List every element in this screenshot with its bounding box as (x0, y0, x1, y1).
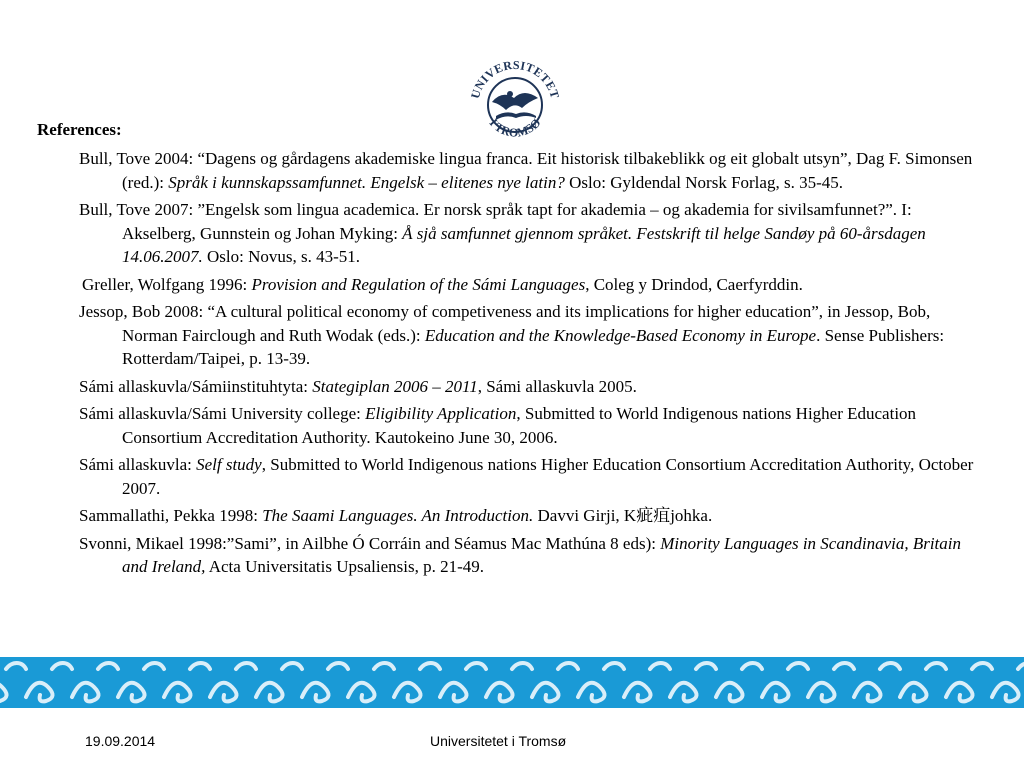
references-heading: References: (37, 120, 122, 139)
reference-text: Oslo: Gyldendal Norsk Forlag, s. 35-45. (564, 172, 843, 192)
reference-title: Språk i kunnskapssamfunnet. Engelsk – elitenes nye latin? (168, 172, 565, 192)
reference-text: , Submitted to World Indigenous nations Higher Education Consortium Accreditation Authority. Kautokeino June 30, 2006. (122, 404, 917, 447)
reference-text: Sámi allaskuvla: (79, 455, 197, 474)
reference-text: Greller, Wolfgang 1996: (82, 274, 252, 294)
reference-text: Bull, Tove 2004: “Dagens og gårdagens akademiske lingua franca. Eit historisk tilbakeblikk og eit globalt utsyn”, Dag F. Simonsen (red.): (79, 149, 973, 192)
reference-title: Stategiplan 2006 – 2011 (312, 376, 478, 396)
logo-emblem (492, 91, 538, 120)
reference-item (79, 375, 974, 399)
reference-text: Jessop, Bob 2008: “A cultural political economy of competiveness and its implications for higher education”, in Jessop, Bob, Norman Fairclough and Ruth Wodak (eds.): (79, 302, 931, 345)
reference-title: Å sjå samfunnet gjennom språket. Festskrift til helge Sandøy på 60-årsdagen 14.06.2007. (122, 223, 926, 266)
reference-title: Provision and Regulation of the Sámi Languages (251, 274, 586, 294)
reference-item (79, 300, 974, 371)
reference-item (79, 402, 974, 449)
logo-text-bottom: I TROMSØ (486, 115, 544, 140)
reference-title: The Saami Languages. An Introduction. (262, 506, 534, 525)
reference-title: Eligibility Application (365, 404, 517, 423)
reference-item (79, 532, 974, 579)
reference-text: , Submitted to World Indigenous nations Higher Education Consortium Accreditation Authority, October 2007. (122, 455, 974, 498)
reference-text: Sammallathi, Pekka 1998: (79, 506, 263, 525)
reference-text: Davvi Girji, K疵疽johka. (533, 506, 713, 525)
reference-title: Minority Languages in Scandinavia, Britain and Ireland, (122, 533, 962, 576)
reference-text: Acta Universitatis Upsaliensis, p. 21-49. (205, 557, 484, 576)
reference-text: , Sámi allaskuvla 2005. (477, 376, 637, 396)
reference-item (79, 147, 974, 194)
reference-title: Education and the Knowledge-Based Economy in Europe (424, 325, 817, 345)
reference-text: Sámi allaskuvla/Sámiinstituhtyta: (79, 376, 313, 396)
reference-text: Bull, Tove 2007: ”Engelsk som lingua academica. Er norsk språk tapt for akademia – og akademia for sivilsamfunnet?”. I: Akselberg, Gunnstein og Johan Myking: (79, 200, 912, 243)
reference-item (79, 453, 974, 500)
reference-text: Svonni, Mikael 1998:”Sami”, in Ailbhe Ó Corráin and Séamus Mac Mathúna 8 eds): (79, 533, 661, 553)
wave-pattern-band (0, 657, 1024, 708)
reference-text: Sámi allaskuvla/Sámi University college: (79, 404, 366, 423)
reference-text: . Sense Publishers: Rotterdam/Taipei, p. 13-39. (122, 325, 945, 368)
reference-item (79, 504, 974, 528)
reference-text: , Coleg y Drindod, Caerfyrddin. (585, 274, 803, 294)
university-logo (462, 52, 568, 152)
footer-institution: Universitetet i Tromsø (430, 733, 567, 749)
footer-date: 19.09.2014 (85, 733, 156, 749)
reference-title: Self study (196, 455, 262, 474)
reference-item (79, 198, 974, 269)
logo-text-top: UNIVERSITETET (467, 57, 563, 101)
reference-text: Oslo: Novus, s. 43-51. (202, 247, 361, 266)
reference-list (79, 147, 974, 583)
reference-item (79, 273, 974, 297)
